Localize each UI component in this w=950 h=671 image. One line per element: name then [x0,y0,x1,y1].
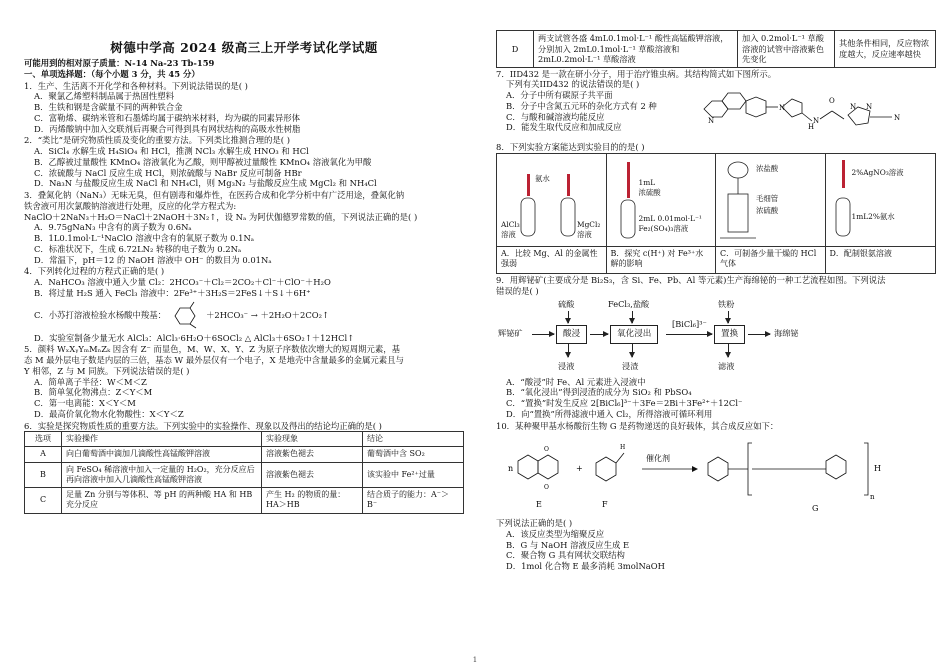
q5-stem-line3: Y 相邻，Z 与 M 同族。下列说法错误的是( ) [24,365,190,376]
q7-o: O [829,97,835,106]
q6-cell: 溶液紫色褪去 [262,462,363,487]
q6-cell: 其他条件相同，反应物浓度越大，反应速率越快 [835,31,936,68]
q1-option-b: B．生铁和钢是含碳量不同的两种铁合金 [34,102,183,112]
q8-b-label-h2so4: 浓硫酸 [638,188,661,197]
q8-a-label-alcl3-sol: 溶液 [501,230,516,239]
q10-label-e: E [536,500,542,510]
q10-subscript-n: n [870,493,875,502]
q10-option-a: A．该反应类型为缩聚反应 [506,528,605,539]
q3-option-c: C．标准状况下，生成 6.72LN₂ 转移的电子数为 0.2Nₐ [34,243,242,254]
q10-sub: 下列说法正确的是( ) [496,518,573,528]
q8-c-label-capillary: 毛细管 [756,194,779,203]
q1-stem: 1．生产、生活离不开化学和各种材料。下列说法错误的是( ) [24,80,248,91]
flow-arrow [590,334,608,335]
q5-option-c: C．第一电离能：X＜Y＜M [34,398,136,408]
q8-image-d [826,154,936,247]
q8-image-c [716,154,825,247]
q8-a-label-mgcl2-sol: 溶液 [577,230,592,239]
q6-cell: 向白葡萄酒中滴加几滴酸性高锰酸钾溶液 [62,447,262,462]
flow-input-fe: 铁粉 [718,298,735,309]
q10-label-g: G [812,504,819,514]
q6-cell: 向 FeSO₄ 稀溶液中加入一定量的 H₂O₂，充分反应后再向溶液中加入几滴酸性高锰酸钾溶液 [62,462,262,487]
q6-cell: 加入 0.2mol·L⁻¹ 草酸溶液的试管中溶液紫色先变化 [738,31,835,68]
q3-option-b: B．1L0.1mol·L⁻¹NaClO 溶液中含有的氧原子数为 0.1Nₐ [34,233,255,243]
right-column [496,30,936,572]
q7-option-c: C．与酸和碱溶液均能反应 [506,111,605,122]
q8-caption-d: D．配制银氨溶液 [829,249,892,258]
q8-a-label-ammonia: 氨水 [535,174,550,183]
q5-stem-line1: 5．颜料 WₓXᵧYₘMₙZₖ 因含有 Z⁻ 而显色，M、W、X、Y、Z 为原子序数依次增大的短周期元素，基 [24,344,401,355]
q8-panel-c [716,154,826,273]
q1-option-c: C．富勒烯、碳纳米管和石墨烯均属于碳纳米材料，均为碳的同素异形体 [34,112,301,123]
q4-option-c-label: C．小苏打溶液检验水杨酸中羧基： [34,310,167,321]
flow-arrow [748,334,770,335]
flow-output-residue: 浸渣 [622,360,639,371]
q2-stem: 2．“类比”是研究物质性质及变化的重要方法。下列类比推测合理的是( ) [24,135,290,146]
flow-replacement: 置换 [714,325,745,344]
q8-b-label-fe: Fe₂(SO₄)₃溶液 [638,224,689,233]
salicylic-acid-structure [166,300,206,332]
q10-end-h: H [874,464,881,474]
q6-header-phenomenon: 实验现象 [262,432,363,447]
q9-flowchart [496,297,936,377]
left-column [24,0,464,514]
q8-panel-d [826,154,936,273]
q6-cell: 两支试管各盛 4mL0.1mol·L⁻¹ 酸性高锰酸钾溶液，分别加入 2mL0.1mol·L⁻¹ 草酸溶液和 2mL0.2mol·L⁻¹ 草酸溶液 [534,31,738,68]
table-row [25,447,464,462]
q10-o-1: O [544,446,549,454]
q8-panel-a [497,154,607,273]
section-heading: 一、单项选择题：（每个小题 3 分，共 45 分） [24,68,200,79]
q2-option-a: A．SiCl₄ 水解生成 H₄SiO₄ 和 HCl，推测 NCl₃ 水解生成 HNO₃ 和 HCl [34,146,309,156]
q7-n-3: N [813,117,820,126]
q1-option-a: A．聚氯乙烯塑料制品属于热固性塑料 [34,91,175,102]
q4-option-c-equation: ＋2HCO₃⁻ → ＋2H₂O＋2CO₂↑ [206,310,330,321]
flow-output-leachate: 浸液 [558,360,575,371]
q10-option-b: B．G 与 NaOH 溶液反应生成 E [506,539,630,550]
flow-acid-leach: 酸浸 [556,325,587,344]
q8-image-a [497,154,606,247]
q7-block [496,79,936,141]
q6-header-conclusion: 结论 [363,432,464,447]
q8-image-b [607,154,716,247]
q7-stem: 7．IID432 是一款在研小分子，用于治疗锥虫病。其结构简式如下图所示。 [496,68,777,79]
table-row [25,462,464,487]
flow-arrow [728,343,729,357]
flow-oxidative-leach: 氧化浸出 [610,325,658,344]
q8-b-label-conc: 2mL 0.01mol·L⁻¹ [638,214,702,223]
q7-n-4: N [850,103,857,112]
q3-option-d: D．常温下，pH＝12 的 NaOH 溶液中 OH⁻ 的数目为 0.01Nₐ [34,254,272,265]
flow-arrow [632,343,633,357]
q10-plus: + [576,464,583,474]
q7-n-5: N [866,103,873,112]
q10-oh: H [620,444,626,452]
q8-panel-b [607,154,717,273]
q6-cell: 葡萄酒中含 SO₂ [363,447,464,462]
q10-option-c: C．聚合物 G 具有网状交联结构 [506,550,625,561]
flow-intermediate: [BiCl₆]³⁻ [672,318,707,329]
q8-a-label-mgcl2: MgCl₂ [577,220,601,229]
q6-cell: D [497,31,534,68]
q6-stem: 6．实验是探究物质性质的重要方法。下列实验中的实验操作、现象以及得出的结论均正确的是( ) [24,420,382,431]
q4-option-c [24,299,464,333]
q8-caption-c: C．可制备少量干燥的 HCl 气体 [720,249,817,269]
q2-option-b: B．乙醇被过量酸性 KMnO₄ 溶液氧化为乙酸，则甲醇被过量酸性 KMnO₄ 溶液氧化为甲酸 [34,156,372,167]
flow-ore: 辉铋矿 [498,327,523,338]
q1-option-d: D．丙烯酸钠中加入交联剂后再聚合可得到具有网状结构的高吸水性树脂 [34,123,301,134]
atomic-masses: 可能用到的相对原子质量：N-14 Na-23 Tb-159 [24,58,215,68]
flow-arrow [532,334,554,335]
q6-cell: B [25,462,62,487]
q7-n-2: N [779,104,786,113]
flow-arrow [568,343,569,357]
q9-option-d: D．向“置换”所得滤液中通入 Cl₂，所得溶液可循环利用 [506,408,713,419]
q8-b-label-1ml: 1mL [638,178,656,187]
q10-label-f: F [602,500,608,510]
page-number: 1 [472,656,478,665]
q8-d-label-nh3: 1mL2%氨水 [851,212,895,221]
q9-stem-line1: 9．用辉铋矿(主要成分是 Bi₂S₃，含 Si、Fe、Pb、Al 等元素)生产海绵铋的一种工艺流程如图。下列说法 [496,275,886,285]
q5-stem-line2: 态 M 最外层电子数是内层的三倍，基态 W 最外层仅有一个电子，X 是地壳中含量最多的金属元素且与 [24,355,404,365]
q10-catalyst: 催化剂 [646,454,670,464]
q6-cell: 足量 Zn 分别与等体积、等 pH 的两种酸 HA 和 HB 充分反应 [62,488,262,513]
q10-label-n: n [508,464,514,474]
q3-stem-line2: 铁舍液可用次氯酸钠溶液进行处理，反应的化学方程式为: [24,200,237,211]
q3-stem-line1: 3．叠氮化钠（NaN₃）无味无臭，但有剧毒和爆炸性，在医药合成和化学分析中有广泛用途，叠氮化钠 [24,190,405,200]
q9-option-a: A．“酸浸”时 Fe、Al 元素进入浸液中 [506,376,646,387]
q4-stem: 4．下列转化过程的方程式正确的是( ) [24,266,165,277]
q9-stem-line2: 错误的是( ) [496,285,539,296]
page-title: 树德中学高 2024 级高三上开学考试化学试题 [110,40,378,55]
q5-option-a: A．简单离子半径：W＜M＜Z [34,376,147,387]
q7-option-a: A．分子中所有碳原子共平面 [506,90,613,100]
flow-input-h2so4: 硫酸 [558,298,575,309]
q7-options [496,79,696,141]
q9-option-c: C．“置换”时发生反应 2[BiCl₆]³⁻＋3Fe＝2Bi＋3Fe²⁺＋12Cl⁻ [506,398,743,408]
flow-product: 海绵铋 [774,327,799,338]
q6-cell: 该实验中 Fe²⁺过量 [363,462,464,487]
q6-cell: C [25,488,62,513]
flow-input-fecl3: FeCl₃,盐酸 [608,298,650,309]
q8-caption-b: B．探究 c(H⁺) 对 Fe³⁺水解的影响 [610,249,704,269]
flow-output-filtrate: 滤液 [718,360,735,371]
q5-option-d: D．最高价氧化物水化物酸性：X＜Y＜Z [34,408,184,419]
flow-arrow [632,311,633,323]
q3-equation: NaClO＋2NaN₃＋H₂O＝NaCl＋2NaOH＋3N₂↑，设 Nₐ 为阿伏伽德罗常数的值，下列说法正确的是( ) [24,211,418,222]
q6-table-continued [496,30,936,68]
q7-sub: 下列有关IID432 的说法错误的是( ) [506,79,640,90]
iid432-structure [696,79,926,141]
q8-stem: 8．下列实验方案能达到实验目的的是( ) [496,142,645,153]
q10-stem: 10．某种聚甲基水杨酸衍生物 G 是药物递送的良好载体，其合成反应如下： [496,420,779,431]
q3-option-a: A．9.75gNaN₃ 中含有的离子数为 0.6Nₐ [34,222,192,233]
q6-cell: 结合质子的能力：A⁻＞B⁻ [363,488,464,513]
flow-arrow [728,311,729,323]
flow-arrow [666,334,712,335]
q7-n-1: N [708,117,715,126]
q8-experiment-grid [496,153,936,274]
q4-option-a: A．NaHCO₃ 溶液中通入少量 Cl₂：2HCO₃⁻＋Cl₂＝2CO₂＋Cl⁻＋ClO⁻＋H₂O [34,277,331,287]
q6-header-option: 选项 [25,432,62,447]
table-row [497,31,936,68]
q4-option-b: B．将过量 H₂S 通入 FeCl₃ 溶液中：2Fe³⁺＋3H₂S＝2FeS↓＋S↓＋6H⁺ [34,287,311,298]
q2-option-d: D．Na₃N 与盐酸反应生成 NaCl 和 NH₄Cl，则 Mg₃N₂ 与盐酸反应生成 MgCl₂ 和 NH₄Cl [34,178,377,189]
q9-option-b: B．“氧化浸出”得到浸渣的成分为 SiO₂ 和 PbSO₄ [506,387,692,398]
q10-reaction-scheme [496,431,936,515]
q2-option-c: C．浓硫酸与 NaCl 反应生成 HCl，则浓硫酸与 NaBr 反应可制备 HBr [34,167,302,178]
flow-arrow [568,311,569,323]
q7-h: H [808,123,815,132]
q7-option-d: D．能发生取代反应和加成反应 [506,122,622,133]
q8-c-label-h2so4: 浓硫酸 [756,206,779,215]
q6-cell: 产生 H₂ 的物质的量：HA＞HB [262,488,363,513]
table-row [25,488,464,513]
q6-cell: A [25,447,62,462]
q6-header-operation: 实验操作 [62,432,262,447]
q8-caption-a: A．比较 Mg、Al 的金属性强弱 [501,249,598,269]
q6-table-header [25,432,464,447]
q8-a-label-alcl3: AlCl₃ [501,220,520,229]
q10-option-d: D．1mol 化合物 E 最多消耗 3molNaOH [506,561,665,571]
q8-c-label-hcl: 浓盐酸 [756,164,779,173]
q7-option-b: B．分子中含氮五元环的杂化方式有 2 种 [506,100,657,111]
q6-table [24,431,464,513]
q10-o-2: O [544,484,549,492]
q5-option-b: B．简单氢化物沸点：Z＜Y＜M [34,387,153,398]
q6-cell: 溶液紫色褪去 [262,447,363,462]
q4-option-d: D．实验室制备少量无水 AlCl₃：AlCl₃·6H₂O＋6SOCl₂ △ AlCl₃＋6SO₂↑＋12HCl↑ [34,332,355,343]
q8-d-label-agno3: 2%AgNO₃溶液 [851,168,904,177]
q7-n-6: N [894,114,901,123]
